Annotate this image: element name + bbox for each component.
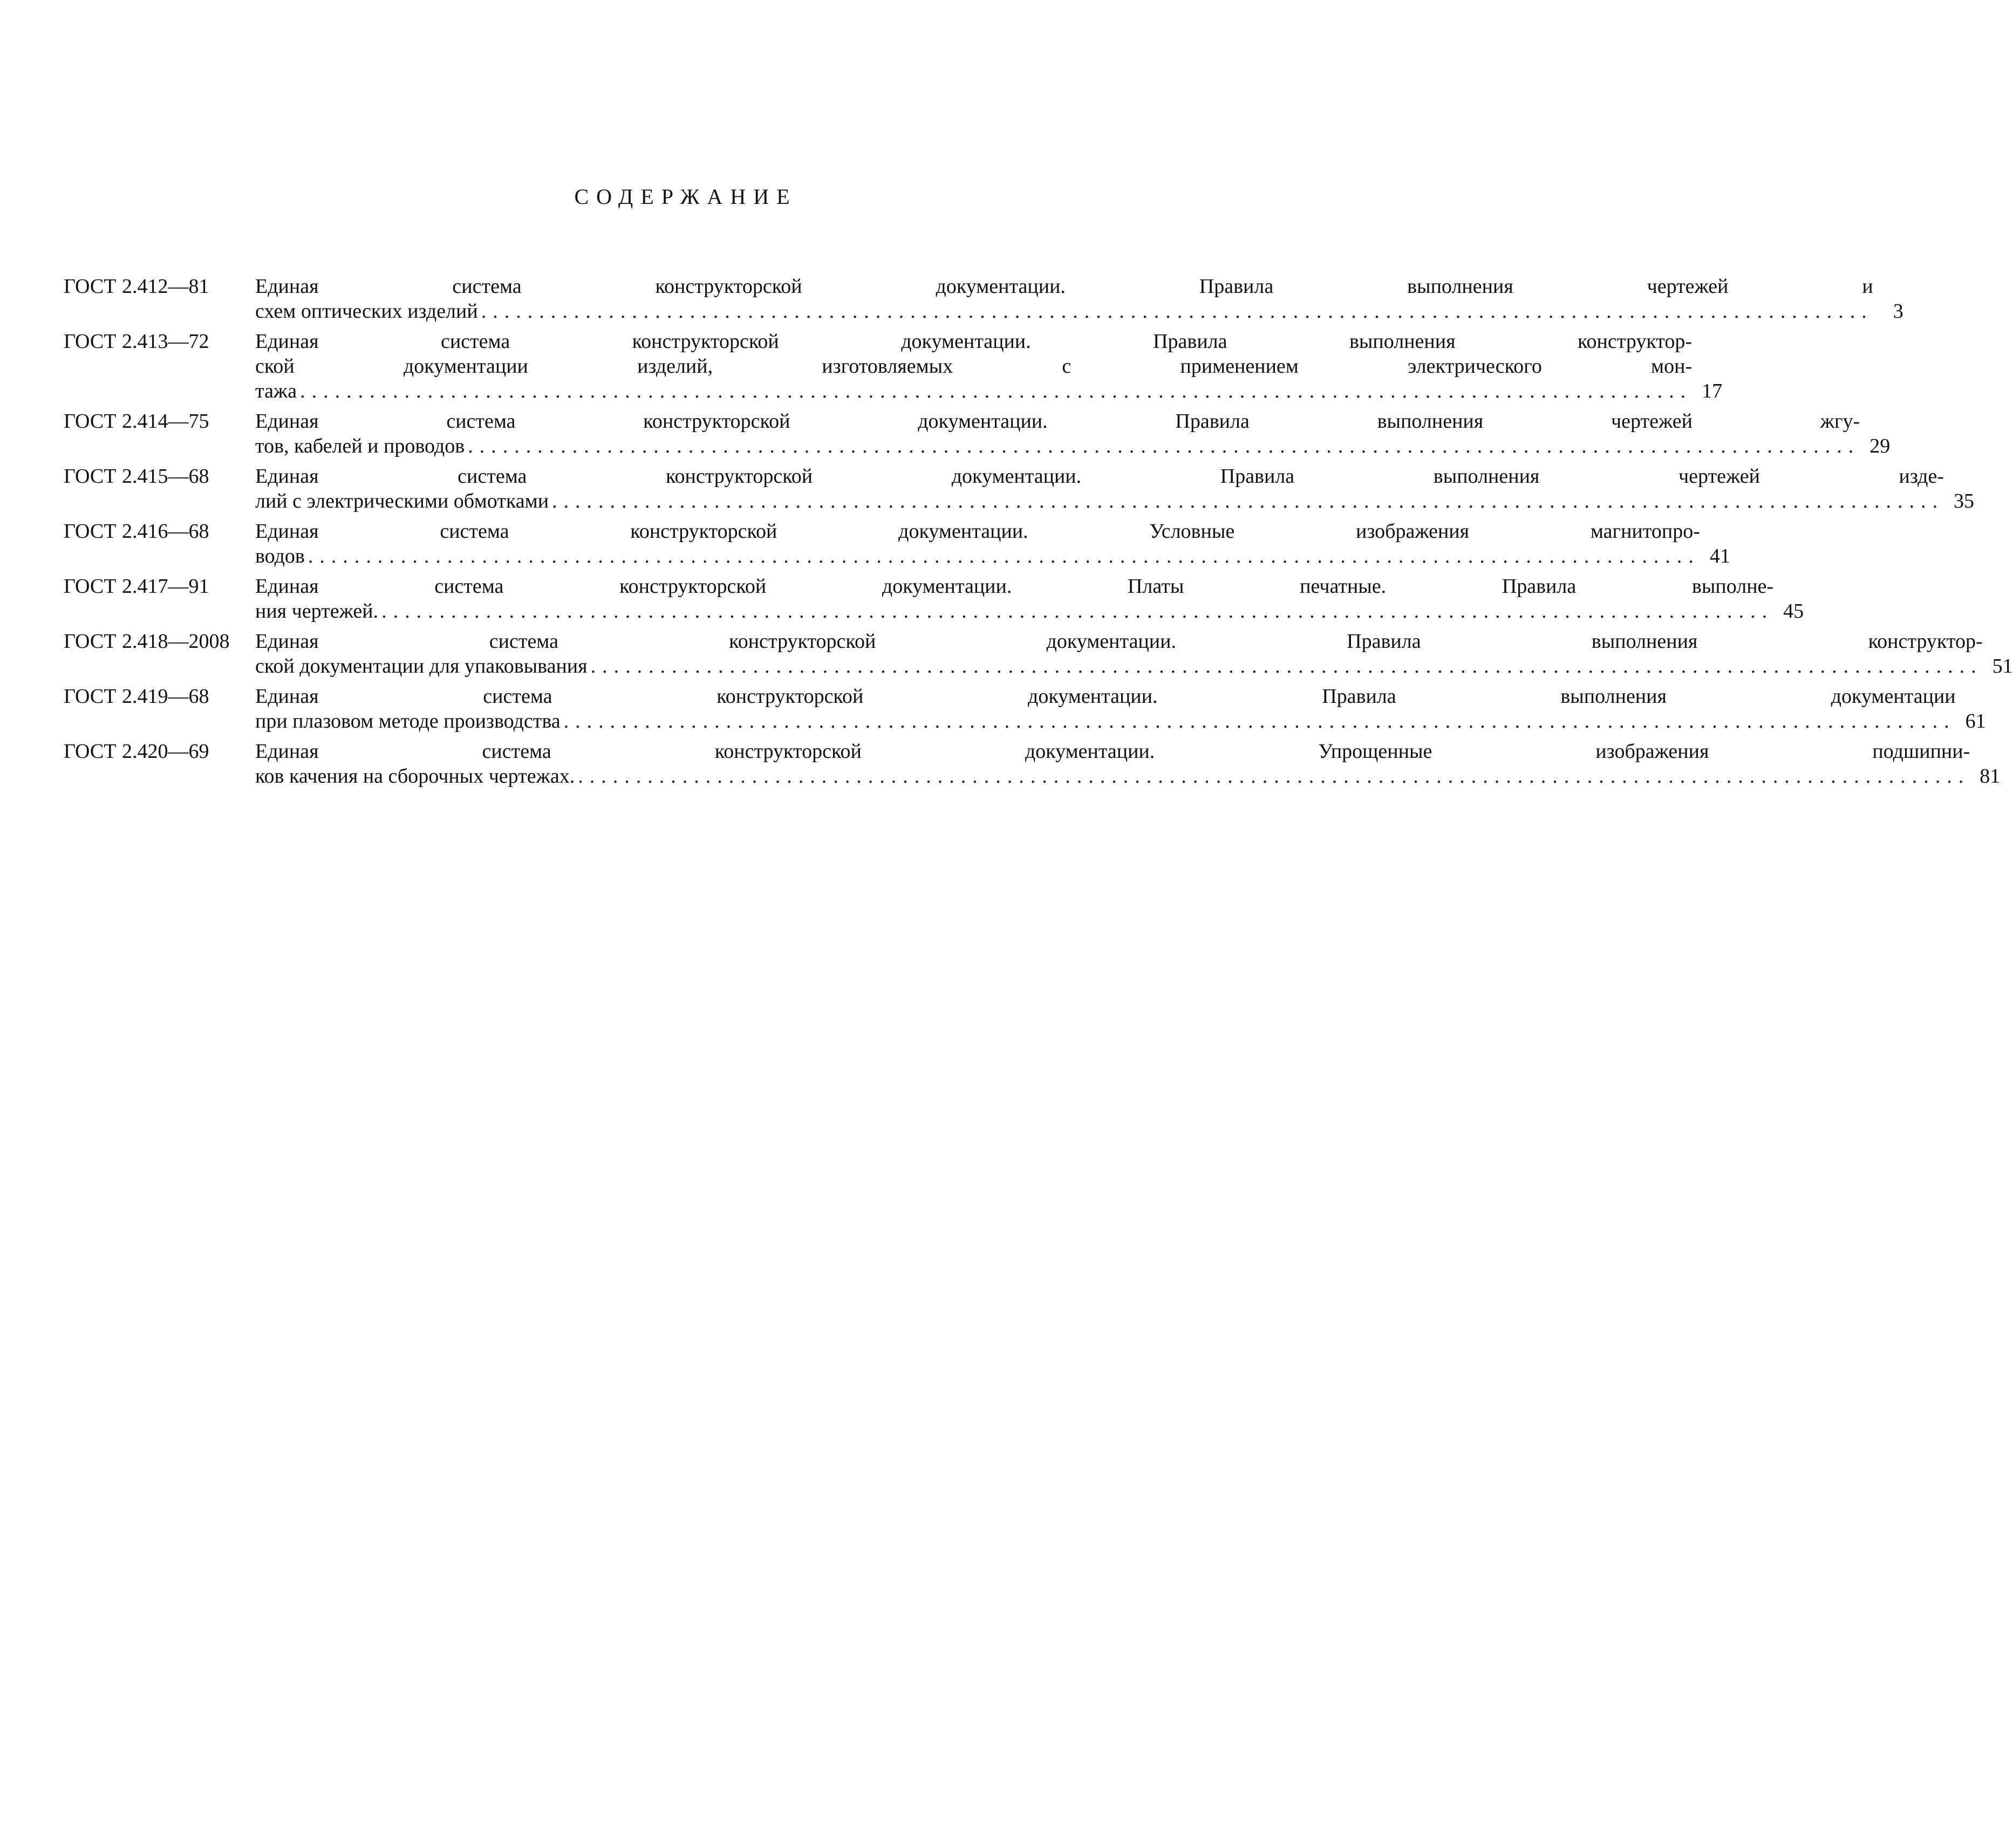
page-number: 17 [1702, 380, 1723, 402]
toc-entry[interactable] [64, 519, 1730, 569]
leader-dots: ........................................................................................................................ [578, 765, 1970, 788]
standard-number: 2.419—68 [122, 685, 209, 708]
leader-dots: ........................................................................................................................ [300, 380, 1693, 402]
standard-code [64, 739, 255, 764]
toc-entry[interactable] [64, 329, 1723, 403]
leader-dots: ........................................................................................................................ [308, 545, 1700, 567]
standard-number: 2.420—69 [122, 740, 209, 763]
description-line: ской документации для упаковывания [255, 655, 588, 677]
standard-code [64, 464, 255, 489]
description-line: Единая система конструкторской документации. Правила выполнения конструктор- [255, 330, 1693, 353]
toc-entry[interactable] [64, 684, 1986, 734]
description-last-line [255, 654, 2013, 679]
leader-dots: ........................................................................................................................ [552, 490, 1944, 512]
standard-prefix: ГОСТ [64, 410, 117, 433]
description-line: Единая система конструкторской документации. Правила выполнения чертежей изде- [255, 465, 1944, 488]
leader-dots: ........................................................................................................................ [468, 435, 1860, 457]
toc-entry[interactable] [64, 574, 1804, 624]
entry-description [255, 464, 1974, 514]
standard-prefix: ГОСТ [64, 520, 117, 543]
page-number: 51 [1992, 655, 2013, 677]
description-line: ков качения на сборочных чертежах. [255, 765, 575, 788]
table-of-contents [64, 274, 2013, 794]
entry-description [255, 629, 2013, 679]
standard-prefix: ГОСТ [64, 575, 117, 598]
description-last-line [255, 299, 1903, 324]
description-line: Единая система конструкторской документации. Правила выполнения конструктор- [255, 630, 1983, 653]
description-line: ния чертежей. [255, 600, 379, 622]
leader-dots: ........................................................................................................................ [481, 300, 1873, 323]
standard-number: 2.412—81 [122, 275, 209, 298]
entry-description [255, 409, 1890, 458]
description-last-line [255, 599, 1804, 624]
description-line: Единая система конструкторской документации. Правила выполнения документации [255, 685, 1956, 708]
standard-prefix: ГОСТ [64, 275, 117, 298]
standard-code [64, 574, 255, 599]
description-line: тажа [255, 380, 297, 402]
standard-prefix: ГОСТ [64, 740, 117, 763]
toc-entry[interactable] [64, 274, 1903, 324]
description-last-line [255, 379, 1722, 403]
page-number: 41 [1709, 545, 1730, 567]
toc-entry[interactable] [64, 464, 1975, 514]
standard-prefix: ГОСТ [64, 685, 117, 708]
description-line: тов, кабелей и проводов [255, 435, 465, 457]
contents-title: СОДЕРЖАНИЕ [574, 184, 797, 209]
standard-number: 2.417—91 [122, 575, 209, 598]
leader-dots: ........................................................................................................................ [381, 600, 1774, 622]
page-number: 81 [1980, 765, 2001, 788]
toc-entry[interactable] [64, 629, 2013, 679]
description-last-line [255, 544, 1730, 569]
leader-dots: ........................................................................................................................ [590, 655, 1983, 677]
standard-code [64, 629, 255, 654]
description-line: Единая система конструкторской документации. Упрощенные изображения подшипни- [255, 740, 1970, 763]
standard-prefix: ГОСТ [64, 465, 117, 488]
description-line: при плазовом методе производства [255, 710, 561, 733]
entry-description [255, 739, 2000, 789]
page-number: 45 [1783, 600, 1804, 622]
toc-entry[interactable] [64, 739, 2001, 789]
description-line: Единая система конструкторской документации. Платы печатные. Правила выполне- [255, 575, 1774, 598]
description-line: ской документации изделий, изготовляемых с применением электрического мон- [255, 355, 1693, 378]
standard-prefix: ГОСТ [64, 630, 117, 653]
standard-number: 2.415—68 [122, 465, 209, 488]
page-number: 35 [1954, 490, 1975, 512]
standard-code [64, 329, 255, 354]
description-line: лий с электрическими обмотками [255, 490, 549, 512]
description-line: водов [255, 545, 305, 567]
description-last-line [255, 764, 2000, 789]
description-line: Единая система конструкторской документации. Правила выполнения чертежей жгу- [255, 410, 1860, 433]
standard-code [64, 409, 255, 434]
description-line: схем оптических изделий [255, 300, 478, 323]
description-line: Единая система конструкторской документации. Правила выполнения чертежей и [255, 275, 1873, 298]
page-number: 3 [1893, 300, 1903, 323]
description-last-line [255, 434, 1890, 458]
standard-number: 2.418—2008 [122, 630, 230, 653]
standard-number: 2.416—68 [122, 520, 209, 543]
standard-prefix: ГОСТ [64, 330, 117, 353]
description-last-line [255, 709, 1986, 734]
entry-description [255, 574, 1804, 624]
standard-number: 2.413—72 [122, 330, 209, 353]
standard-code [64, 274, 255, 299]
description-line: Единая система конструкторской документации. Условные изображения магнитопро- [255, 520, 1700, 543]
standard-code [64, 519, 255, 544]
standard-number: 2.414—75 [122, 410, 209, 433]
toc-entry[interactable] [64, 409, 1891, 458]
entry-description [255, 519, 1730, 569]
standard-code [64, 684, 255, 709]
page-number: 61 [1965, 710, 1986, 733]
page-number: 29 [1869, 435, 1891, 457]
leader-dots: ........................................................................................................................ [563, 710, 1956, 733]
description-last-line [255, 489, 1974, 514]
entry-description [255, 329, 1722, 403]
entry-description [255, 274, 1903, 324]
entry-description [255, 684, 1986, 734]
